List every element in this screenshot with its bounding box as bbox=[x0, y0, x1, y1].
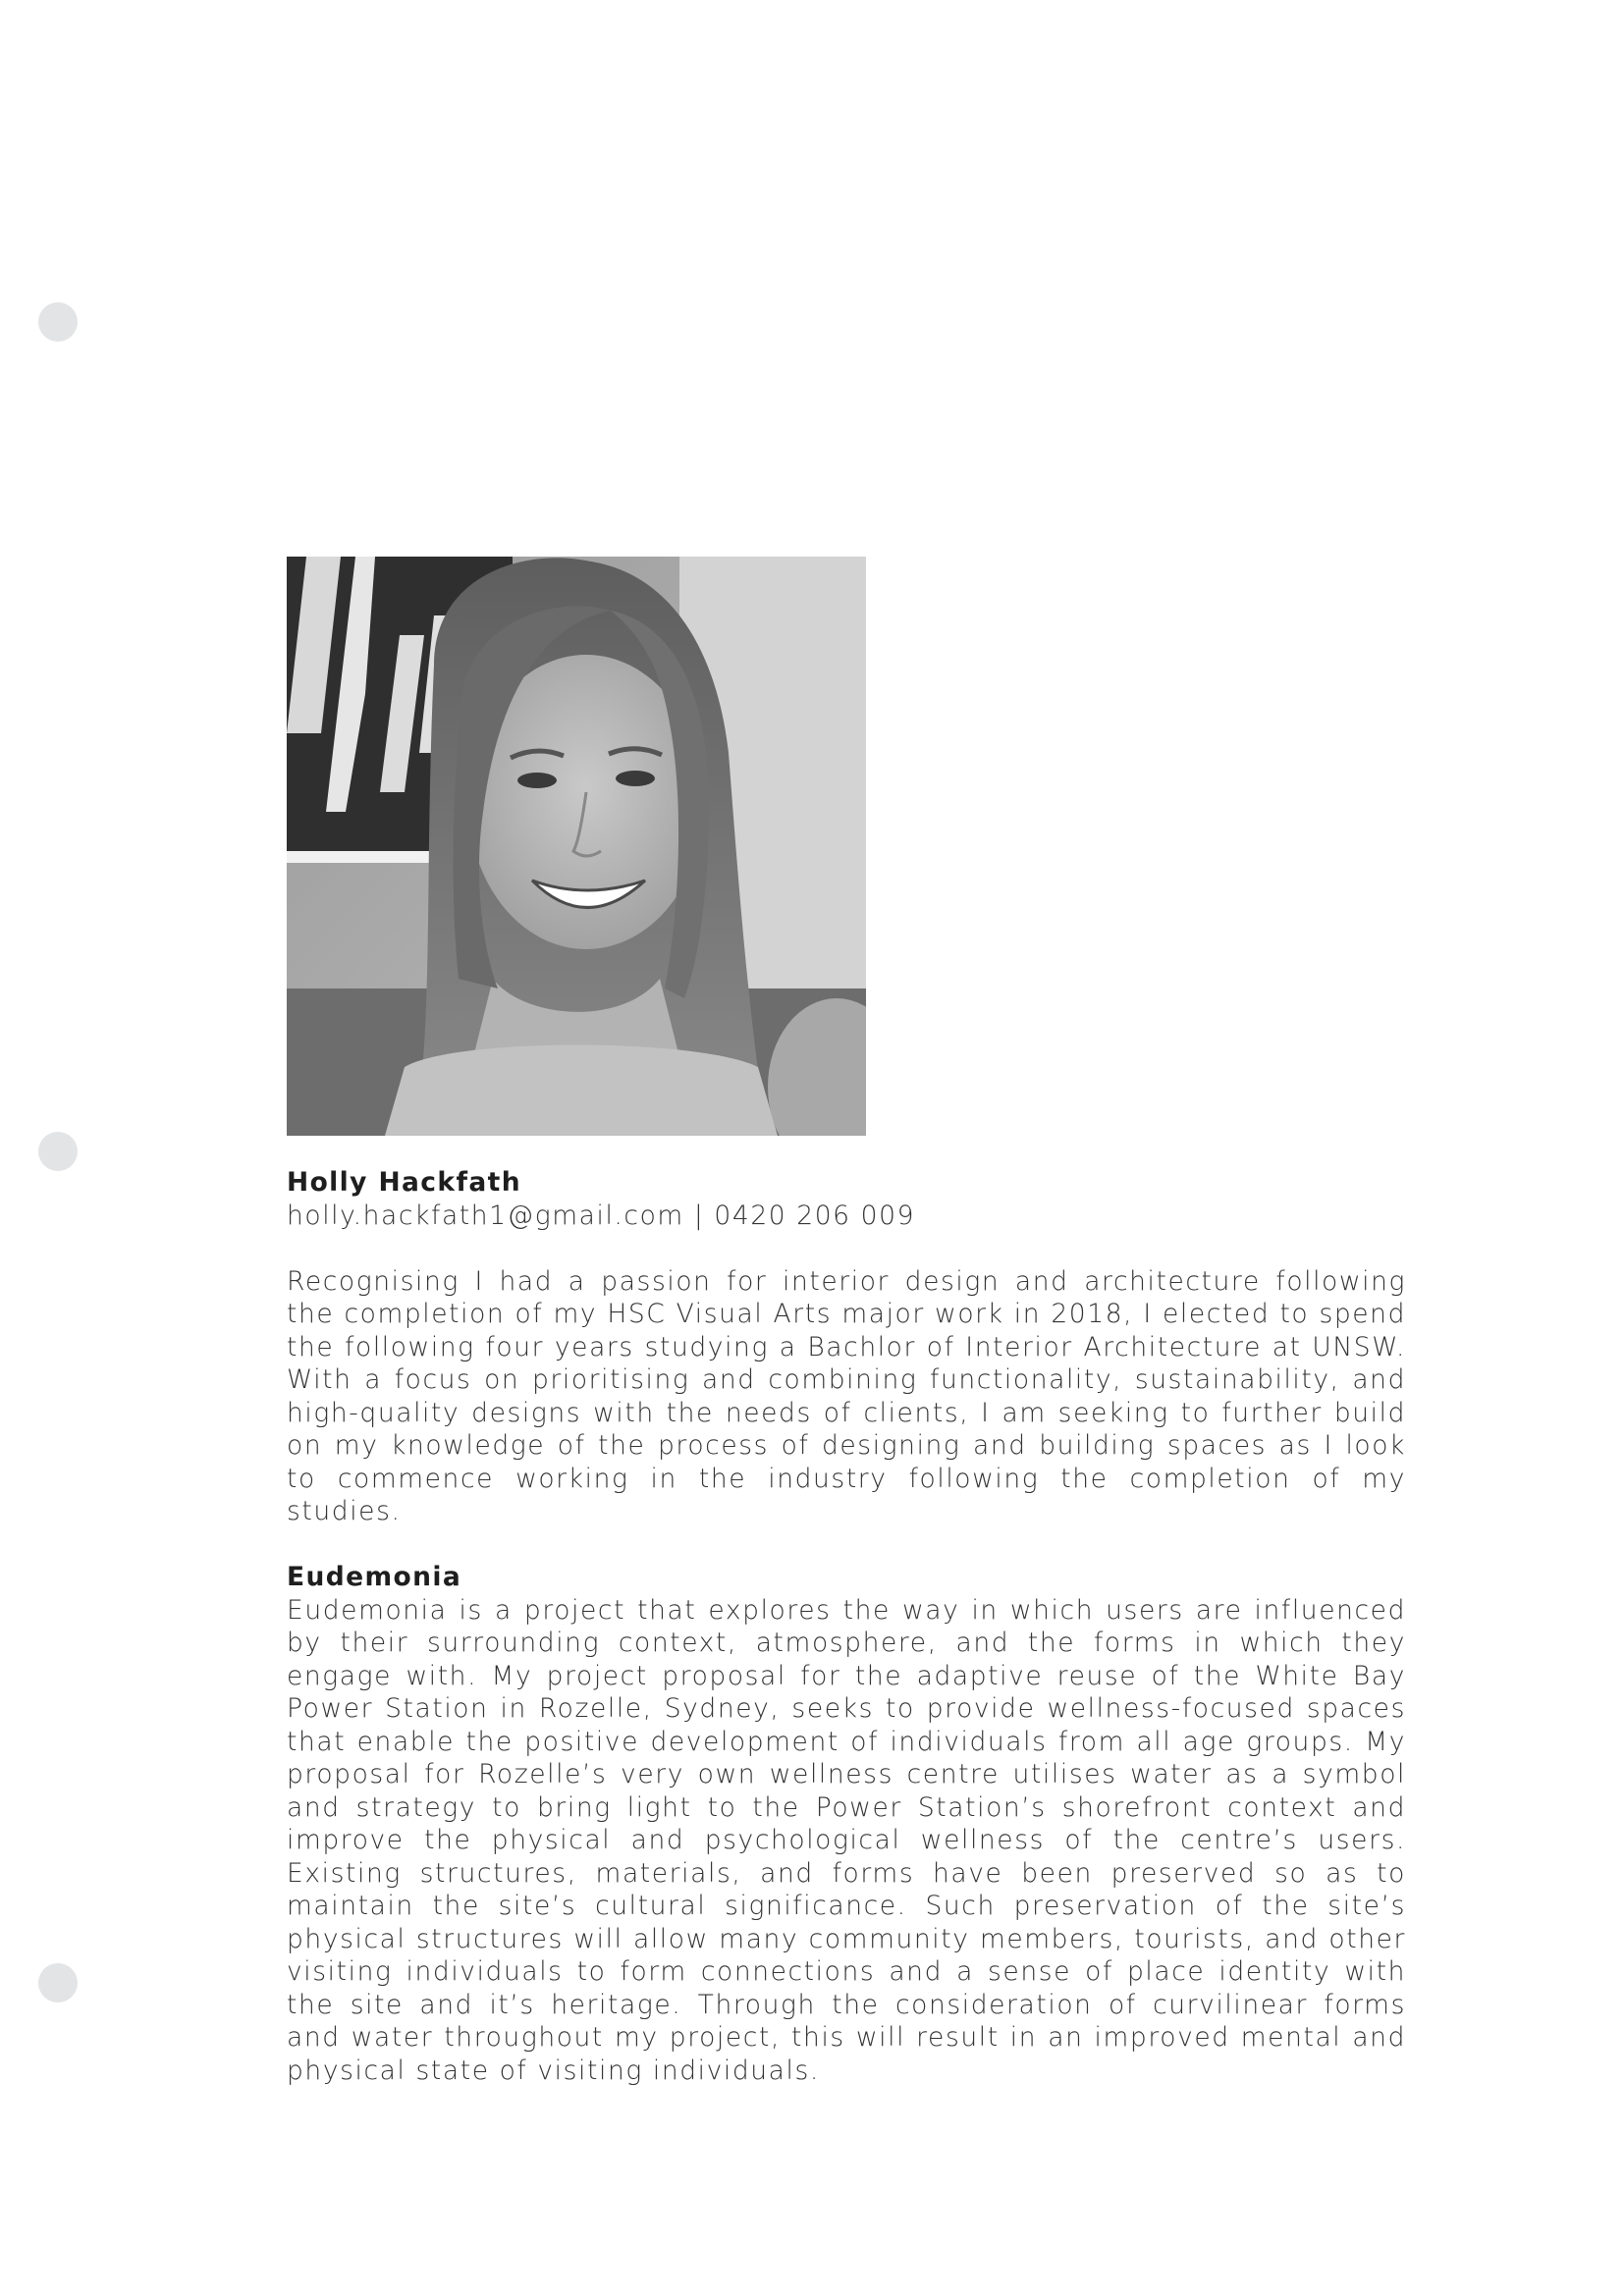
contact-details: holly.hackfath1@gmail.com | 0420 206 009 bbox=[287, 1200, 916, 1231]
project-title: Eudemonia bbox=[287, 1562, 462, 1592]
binder-hole-middle bbox=[38, 1132, 78, 1171]
binder-hole-top bbox=[38, 302, 78, 342]
project-description: Eudemonia is a project that explores the way in which users are influenced by their surrounding context, atmosphere, and the forms in which they engage with. My project proposal for the adaptive reuse of the White Bay Power Station in Rozelle, Sydney, seeks to provide wellness-focused spaces that enable the positive development of individuals from all age groups. My proposal for Rozelle’s very own wellness centre utilises water as a symbol and strategy to bring light to the Power Station’s shorefront context and improve the physical and psychological wellness of the centre’s users. Existing structures, materials, and forms have been preserved so as to maintain the site’s cultural significance. Such preservation of the site’s physical structures will allow many community members, tourists, and other visiting individuals to form connections and a sense of place identity with the site and it’s heritage. Through the consideration of curvilinear forms and water throughout my project, this will result in an improved mental and physical state of visiting individuals. bbox=[287, 1594, 1406, 2086]
binder-hole-bottom bbox=[38, 1963, 78, 2002]
person-name: Holly Hackfath bbox=[287, 1167, 521, 1198]
document-body bbox=[287, 1166, 1406, 2087]
profile-photo bbox=[287, 557, 866, 1136]
bio-paragraph: Recognising I had a passion for interior design and architecture following the completion of my HSC Visual Arts major work in 2018, I elected to spend the following four years studying a Bachlor of Interior Architecture at UNSW. With a focus on prioritising and combining functionality, sustainability, and high-quality designs with the needs of clients, I am seeking to further build on my knowledge of the process of designing and building spaces as I look to commence working in the industry following the completion of my studies. bbox=[287, 1265, 1406, 1526]
project-section bbox=[287, 1561, 1406, 2087]
